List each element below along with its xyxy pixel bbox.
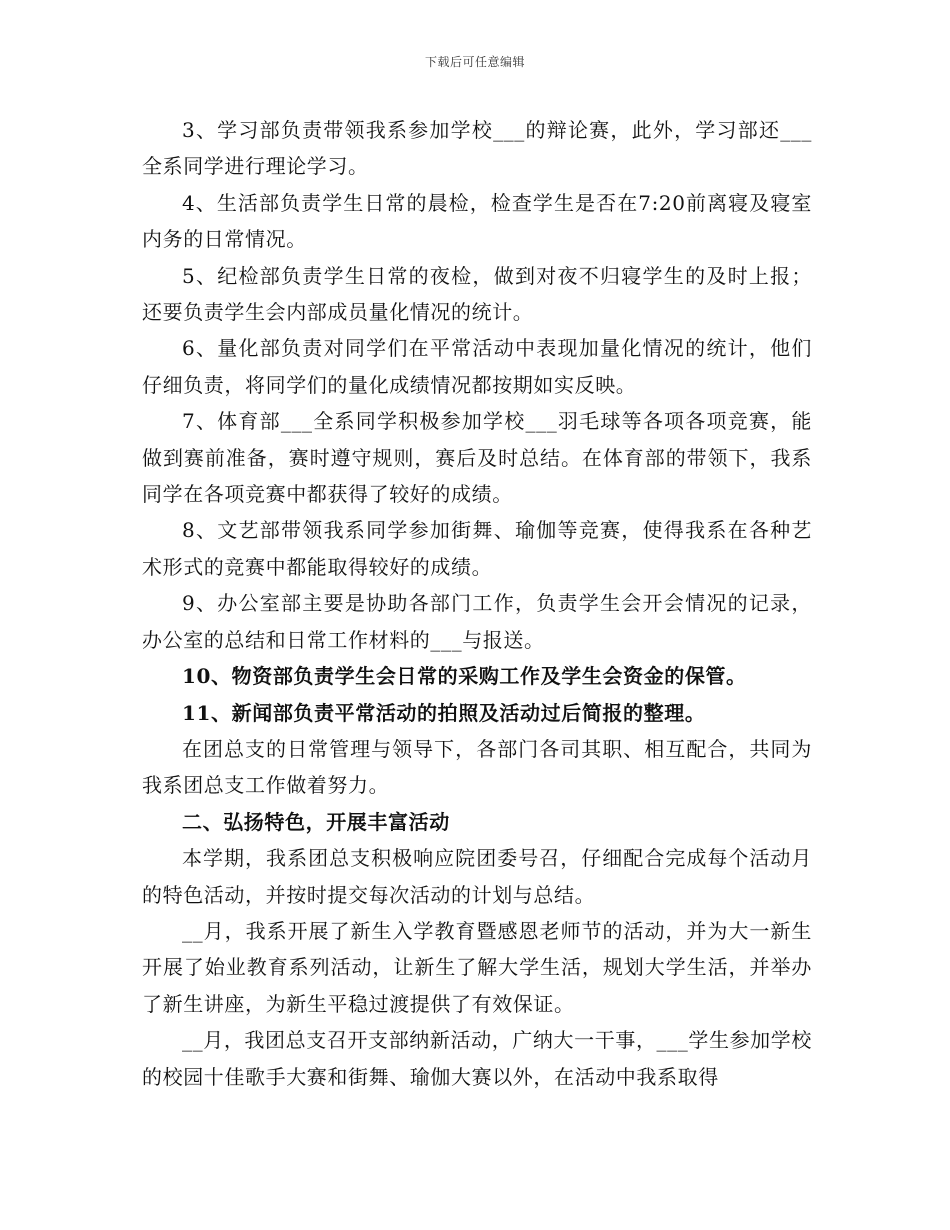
paragraph-news-dept: 11、新闻部负责平常活动的拍照及活动过后简报的整理。: [182, 700, 706, 725]
paragraph-office-dept: 9、办公室部主要是协助各部门工作，负责学生会开会情况的记录，办公室的总结和日常工作材料的___与报送。: [142, 591, 812, 652]
document-body: [142, 112, 812, 1095]
paragraph-supplies-dept: 10、物资部负责学生会日常的采购工作及学生会资金的保管。: [182, 664, 747, 689]
paragraph-study-dept: 3、学习部负责带领我系参加学校___的辩论赛，此外，学习部还___全系同学进行理论学习。: [142, 118, 812, 179]
page-header-note: 下载后可任意编辑: [424, 55, 525, 69]
paragraph-life-dept: 4、生活部负责学生日常的晨检，检查学生是否在7:20前离寝及寝室内务的日常情况。: [142, 190, 812, 252]
paragraph-quantify-dept: 6、量化部负责对同学们在平常活动中表现加量化情况的统计，他们仔细负责，将同学们的量化成绩情况都按期如实反映。: [142, 336, 812, 397]
paragraph-month-recruitment: __月，我团总支召开支部纳新活动，广纳大一干事，___学生参加学校的校园十佳歌手大赛和街舞、瑜伽大赛以外，在活动中我系取得: [142, 1028, 812, 1089]
paragraph-semester-intro: 本学期，我系团总支积极响应院团委号召，仔细配合完成每个活动月的特色活动，并按时提交每次活动的计划与总结。: [142, 846, 812, 907]
section-heading-activities: 二、弘扬特色，开展丰富活动: [182, 809, 450, 834]
paragraph-arts-dept: 8、文艺部带领我系同学参加街舞、瑜伽等竞赛，使得我系在各种艺术形式的竞赛中都能取得较好的成绩。: [142, 518, 812, 579]
paragraph-summary: 在团总支的日常管理与领导下，各部门各司其职、相互配合，共同为我系团总支工作做着努力。: [142, 736, 812, 798]
paragraph-sports-dept: 7、体育部___全系同学积极参加学校___羽毛球等各项各项竞赛，能做到赛前准备，赛时遵守规则，赛后及时总结。在体育部的带领下，我系同学在各项竞赛中都获得了较好的成绩。: [142, 409, 812, 507]
paragraph-month-orientation: __月，我系开展了新生入学教育暨感恩老师节的活动，并为大一新生开展了始业教育系列活动，让新生了解大学生活，规划大学生活，并举办了新生讲座，为新生平稳过渡提供了有效保证。: [142, 918, 812, 1016]
paragraph-discipline-dept: 5、纪检部负责学生日常的夜检，做到对夜不归寝学生的及时上报；还要负责学生会内部成员量化情况的统计。: [142, 263, 812, 325]
